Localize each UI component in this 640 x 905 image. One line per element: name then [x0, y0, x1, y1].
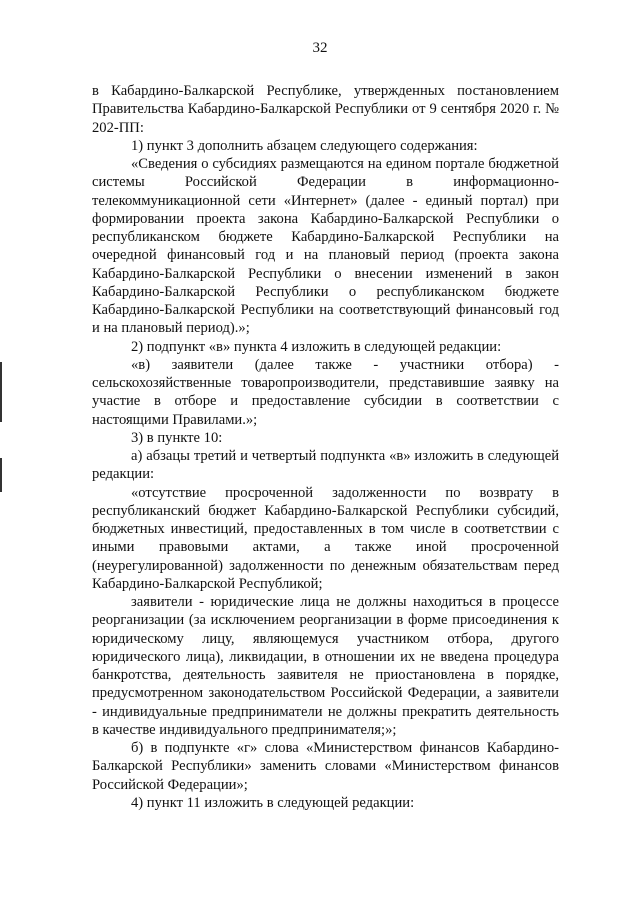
paragraph: 1) пункт 3 дополнить абзацем следующего содержания: — [131, 137, 478, 154]
paragraph: 2) подпункт «в» пункта 4 изложить в следующей редакции: — [131, 338, 502, 355]
document-body — [92, 82, 559, 812]
scan-edge-mark — [0, 362, 2, 422]
paragraph: 4) пункт 11 изложить в следующей редакции: — [131, 794, 415, 811]
paragraph: в Кабардино-Балкарской Республике, утвержденных постановлением Правительства Кабардино-Балкарской Республики от 9 сентября 2020 г. № 202-ПП: — [92, 83, 559, 136]
page-number: 32 — [312, 40, 328, 56]
paragraph: «отсутствие просроченной задолженности по возврату в республиканский бюджет Кабардино-Балкарской Республики субсидий, бюджетных инвестиций, предоставленных в том числе в соответствии с иными правовыми актами, а также иной просроченной (неурегулированной) задолженности по денежным обязательствам перед Кабардино-Балкарской Республикой; — [92, 484, 559, 592]
scan-edge-mark — [0, 458, 2, 492]
paragraph: «Сведения о субсидиях размещаются на едином портале бюджетной системы Российской Федерации в информационно-телекоммуникационной сети «Интернет» (далее - единый портал) при формировании проекта закона Кабардино-Балкарской Республики о республиканском бюджете Кабардино-Балкарской Республики на очередной финансовый год и на плановый период (проекта закона Кабардино-Балкарской Республики о внесении изменений в закон Кабардино-Балкарской Республики о республиканском бюджете Кабардино-Балкарской Республики на соответствующий финансовый год и на плановый период).»; — [92, 156, 559, 337]
paragraph: б) в подпункте «г» слова «Министерством финансов Кабардино-Балкарской Республики» заменить словами «Министерством финансов Российской Федерации»; — [92, 740, 559, 793]
paragraph: заявители - юридические лица не должны находиться в процессе реорганизации (за исключением реорганизации в форме присоединения к юридическому лицу, являющемуся участником отбора, другого юридического лица), ликвидации, в отношении их не введена процедура банкротства, деятельность заявителя не приостановлена в порядке, предусмотренном законодательством Российской Федерации, а заявители - индивидуальные предприниматели не должны прекратить деятельность в качестве индивидуального предпринимателя;»; — [92, 594, 559, 738]
paragraph: 3) в пункте 10: — [131, 429, 223, 446]
paragraph: «в) заявители (далее также - участники отбора) - сельскохозяйственные товаропроизводители, представившие заявку на участие в отборе и предоставление субсидии в соответствии с настоящими Правилами.»; — [92, 356, 559, 428]
paragraph: а) абзацы третий и четвертый подпункта «в» изложить в следующей редакции: — [92, 448, 559, 483]
